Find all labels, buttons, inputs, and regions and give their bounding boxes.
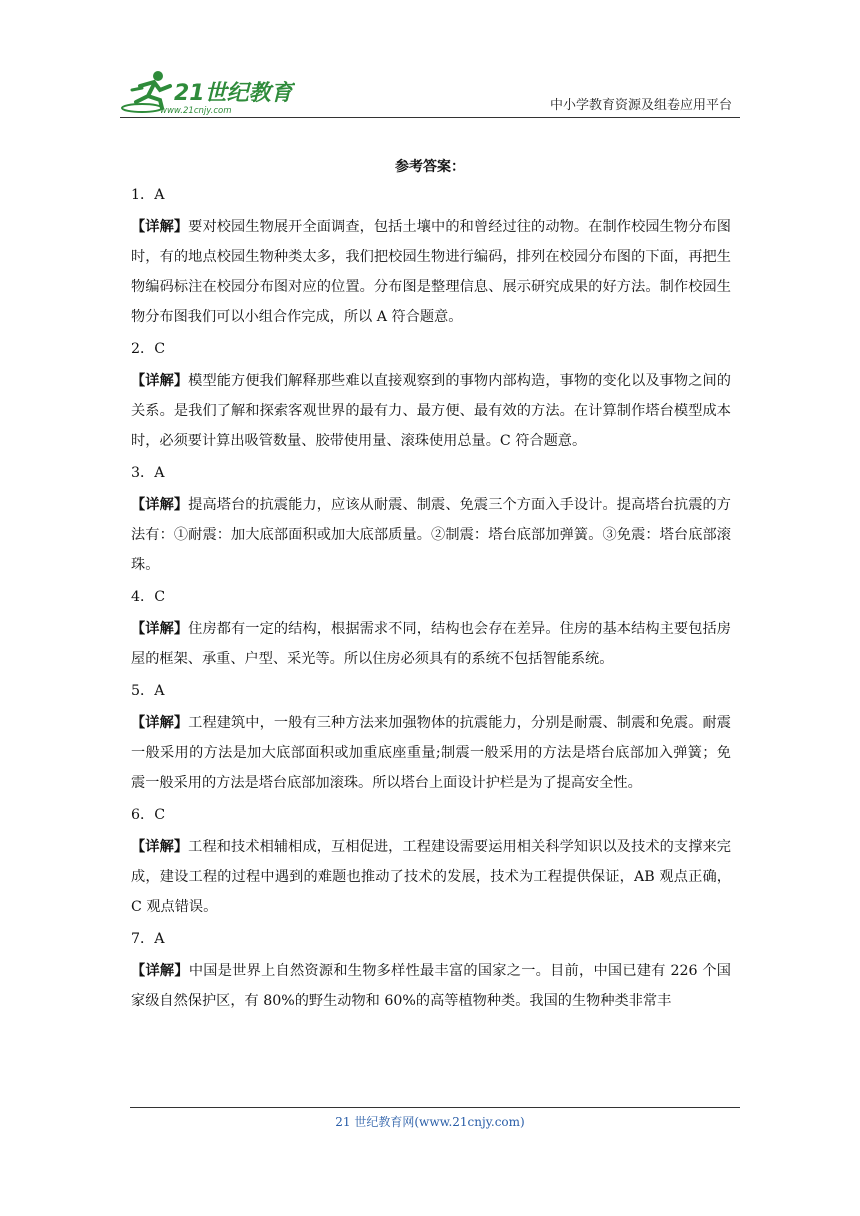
header-tagline: 中小学教育资源及组卷应用平台 [549,98,732,113]
page-title: 参考答案： [395,159,465,175]
answer-number: 1．A [131,187,165,203]
detail-tag: 【详解】 [131,621,189,637]
answer-text: 提高塔台的抗震能力，应该从耐震、制震、免震三个方面入手设计。提高塔台抗震的方法有：①耐震：加大底部面积或加大底部质量。②制震：塔台底部加弹簧。③免震：塔台底部滚珠。 [131,497,731,573]
answer-text: 中国是世界上自然资源和生物多样性最丰富的国家之一。目前，中国已建有 226 个国家级自然保护区，有 80%的野生动物和 60%的高等植物种类。我国的生物种类非常丰 [131,963,731,1009]
detail-tag: 【详解】 [131,715,189,731]
answer-number: 6．C [131,807,166,823]
header-rule [120,117,740,118]
answer-item [131,924,731,1016]
logo-sub-text: www.21cnjy.com [160,106,232,116]
page-header [120,62,740,118]
answer-number: 7．A [131,931,165,947]
footer-link[interactable]: 21 世纪教育网(www.21cnjy.com) [335,1115,525,1129]
answer-item [131,582,731,674]
answer-text: 工程建筑中，一般有三种方法来加强物体的抗震能力，分别是耐震、制震和免震。耐震一般采用的方法是加大底部面积或加重底座重量;制震一般采用的方法是塔台底部加入弹簧；免震一般采用的方法是塔台底部加滚珠。所以塔台上面设计护栏是为了提高安全性。 [131,715,731,791]
detail-tag: 【详解】 [131,219,189,235]
answer-explanation [131,956,731,1016]
answer-number: 2．C [131,341,166,357]
answer-item [131,800,731,922]
answer-explanation [131,366,731,456]
answer-item [131,180,731,332]
answer-item [131,458,731,580]
answer-explanation [131,614,731,674]
answer-item [131,676,731,798]
answer-text: 要对校园生物展开全面调查，包括土壤中的和曾经过往的动物。在制作校园生物分布图时，有的地点校园生物种类太多，我们把校园生物进行编码，排列在校园分布图的下面，再把生物编码标注在校园分布图对应的位置。分布图是整理信息、展示研究成果的好方法。制作校园生物分布图我们可以小组合作完成，所以 A 符合题意。 [131,219,731,325]
footer-rule [130,1107,740,1108]
answer-number: 4．C [131,589,166,605]
detail-tag: 【详解】 [131,963,189,979]
detail-tag: 【详解】 [131,497,189,513]
logo-main-text: 21世纪教育 [174,81,293,106]
answer-list [131,180,731,1016]
answer-number: 3．A [131,465,165,481]
detail-tag: 【详解】 [131,373,189,389]
detail-tag: 【详解】 [131,839,189,855]
answer-explanation [131,212,731,332]
answer-text: 工程和技术相辅相成，互相促进，工程建设需要运用相关科学知识以及技术的支撑来完成，建设工程的过程中遇到的难题也推动了技术的发展，技术为工程提供保证，AB 观点正确，C 观点错误。 [131,839,731,915]
answer-item [131,334,731,456]
runner-logo-icon [120,66,295,116]
answer-text: 模型能方便我们解释那些难以直接观察到的事物内部构造，事物的变化以及事物之间的关系。是我们了解和探索客观世界的最有力、最方便、最有效的方法。在计算制作塔台模型成本时，必须要计算出吸管数量、胶带使用量、滚珠使用总量。C 符合题意。 [131,373,731,449]
answer-explanation [131,708,731,798]
answer-explanation [131,832,731,922]
answer-explanation [131,490,731,580]
answer-text: 住房都有一定的结构，根据需求不同，结构也会存在差异。住房的基本结构主要包括房屋的框架、承重、户型、采光等。所以住房必须具有的系统不包括智能系统。 [131,621,731,667]
answer-number: 5．A [131,683,165,699]
site-logo[interactable] [120,66,295,116]
